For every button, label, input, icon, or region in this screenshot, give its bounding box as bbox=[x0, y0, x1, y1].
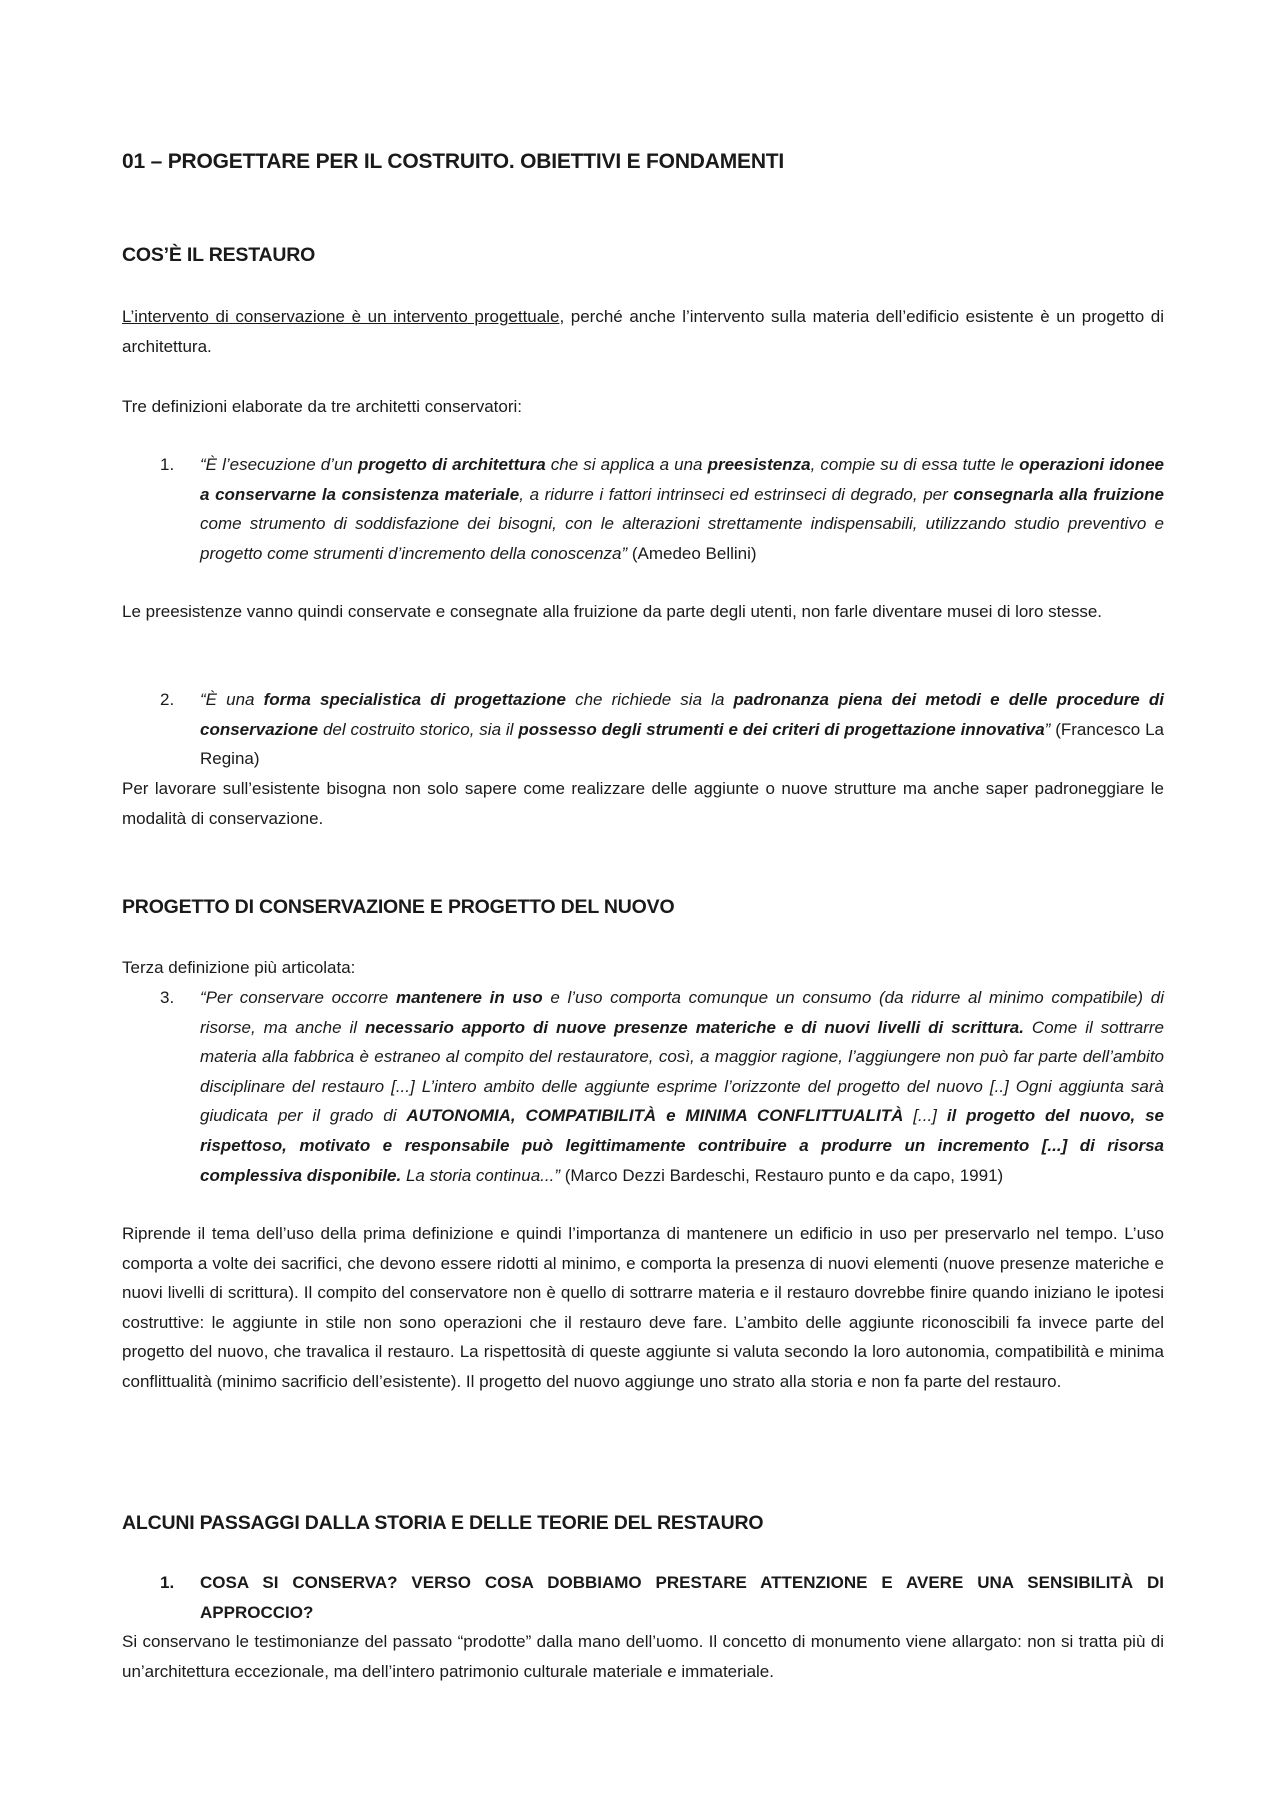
def3-bold-4: il progetto del nuovo, se rispettoso, motivato e responsabile può legittimamente contribuire a produrre un incremento [...] di risorsa complessiva disponibile. bbox=[200, 1106, 1164, 1185]
definition-2-text bbox=[200, 685, 1164, 774]
def1-text-4: , a ridurre i fattori intrinseci ed estrinseci di degrado, per bbox=[519, 484, 954, 504]
def3-text-1: “Per conservare occorre bbox=[200, 988, 396, 1007]
def3-text-3: Come il sottrarre materia alla fabbrica è estraneo al compito del restauratore, così, a maggior ragione, l’aggiungere non può far parte dell’ambito disciplinare del restauro [...] L’intero ambito delle aggiunte esprime l’orizzonte del progetto del nuovo [..] Ogni aggiunta sarà giudicata per il grado di bbox=[200, 1017, 1164, 1126]
def2-bold-3: possesso degli strumenti e dei criteri di progettazione innovativa bbox=[518, 719, 1045, 739]
definition-2 bbox=[122, 685, 1164, 774]
def3-author: (Marco Dezzi Bardeschi, Restauro punto e da capo, 1991) bbox=[560, 1165, 1004, 1185]
definitions-lead: Tre definizioni elaborate da tre architetti conservatori: bbox=[122, 397, 523, 416]
def2-author: (Francesco La Regina) bbox=[200, 719, 1165, 769]
definition-1 bbox=[122, 450, 1164, 568]
comment-1: Le preesistenze vanno quindi conservate e consegnate alla fruizione da parte degli utenti, non farle diventare musei di loro stesse. bbox=[122, 602, 1102, 621]
def1-text-3: , compie su di essa tutte le bbox=[810, 455, 1020, 474]
def3-bold-2: necessario apporto di nuove presenze materiche e di nuovi livelli di scrittura. bbox=[365, 1017, 1024, 1037]
page-title: 01 – PROGETTARE PER IL COSTRUITO. OBIETTIVI E FONDAMENTI bbox=[122, 150, 785, 173]
def2-bold-1: forma specialistica di progettazione bbox=[263, 690, 566, 709]
def1-bold-2: preesistenza bbox=[707, 455, 811, 474]
intro-underlined-text: L’intervento di conservazione è un intervento progettuale bbox=[122, 307, 560, 326]
section-heading-progetto: PROGETTO DI CONSERVAZIONE E PROGETTO DEL NUOVO bbox=[122, 896, 675, 918]
def3-text-2: e l’uso comporta comunque un consumo (da ridurre al minimo compatibile) di risorse, ma anche il bbox=[200, 988, 1164, 1037]
question-1 bbox=[122, 1568, 1164, 1627]
def1-bold-3: operazioni idonee a conservarne la consistenza materiale bbox=[200, 455, 1164, 504]
question-1-number: 1. bbox=[160, 1573, 175, 1592]
intro-rest-text: , perché anche l’intervento sulla materia dell’edificio esistente è un progetto di architettura. bbox=[122, 307, 1164, 356]
def3-text-4: [...] bbox=[903, 1106, 947, 1126]
definition-3-lead: Terza definizione più articolata: bbox=[122, 958, 356, 977]
question-1-text: COSA SI CONSERVA? VERSO COSA DOBBIAMO PRESTARE ATTENZIONE E AVERE UNA SENSIBILITÀ DI APPROCCIO? bbox=[200, 1573, 1164, 1622]
comment-3: Riprende il tema dell’uso della prima definizione e quindi l’importanza di mantenere un edificio in uso per preservarlo nel tempo. L’uso comporta a volte dei sacrifici, che devono essere ridotti al minimo, e comporta la presenza di nuovi elementi (nuove presenze materiche e nuovi livelli di scrittura). Il compito del conservatore non è quello di sottrarre materia e il restauro dovrebbe finire quando iniziano le ipotesi costruttive: le aggiunte in stile non sono operazioni che il restauro deve fare. L’ambito delle aggiunte riconoscibili fa invece parte del progetto del nuovo, che travalica il restauro. La rispettosità di queste aggiunte si valuta secondo la loro autonomia, compatibilità e minima conflittualità (minimo sacrificio dell’esistente). Il progetto del nuovo aggiunge uno strato alla storia e non fa parte del restauro. bbox=[122, 1224, 1164, 1391]
def2-text-4: ” bbox=[1044, 719, 1051, 739]
definition-3-number: 3. bbox=[160, 988, 175, 1007]
def2-bold-2: padronanza piena dei metodi e delle procedure di conservazione bbox=[200, 690, 1164, 739]
def1-bold-4: consegnarla alla fruizione bbox=[953, 484, 1164, 504]
definition-1-text bbox=[200, 450, 1164, 568]
def2-text-2: che richiede sia la bbox=[565, 690, 734, 709]
definition-3-text bbox=[200, 983, 1164, 1190]
def1-text-2: che si applica a una bbox=[545, 455, 708, 474]
def1-text-5: come strumento di soddisfazione dei bisogni, con le alterazioni strettamente indispensabili, utilizzando studio preventivo e progetto come strumenti d’incremento della conoscenza” bbox=[200, 514, 1164, 563]
section-heading-restauro: COS’È IL RESTAURO bbox=[122, 244, 316, 266]
def2-text-3: del costruito storico, sia il bbox=[318, 719, 519, 739]
def3-text-5: La storia continua...” bbox=[401, 1165, 560, 1185]
definition-2-number: 2. bbox=[160, 690, 175, 709]
def3-bold-1: mantenere in uso bbox=[395, 988, 543, 1007]
intro-paragraph bbox=[122, 302, 1164, 361]
answer-1: Si conservano le testimonianze del passato “prodotte” dalla mano dell’uomo. Il concetto di monumento viene allargato: non si tratta più di un’architettura eccezionale, ma dell’intero patrimonio culturale materiale e immateriale. bbox=[122, 1632, 1164, 1681]
comment-2: Per lavorare sull’esistente bisogna non solo sapere come realizzare delle aggiunte o nuove strutture ma anche saper padroneggiare le modalità di conservazione. bbox=[122, 779, 1164, 828]
definition-1-number: 1. bbox=[160, 455, 175, 474]
def1-bold-1: progetto di architettura bbox=[357, 455, 546, 474]
section-heading-storia: ALCUNI PASSAGGI DALLA STORIA E DELLE TEORIE DEL RESTAURO bbox=[122, 1512, 764, 1534]
def1-text-1: “È l’esecuzione d’un bbox=[200, 455, 358, 474]
def3-bold-3: AUTONOMIA, COMPATIBILITÀ e MINIMA CONFLITTUALITÀ bbox=[406, 1106, 904, 1126]
def2-text-1: “È una bbox=[200, 690, 264, 709]
definition-3 bbox=[122, 983, 1164, 1190]
def1-author: (Amedeo Bellini) bbox=[627, 543, 757, 563]
